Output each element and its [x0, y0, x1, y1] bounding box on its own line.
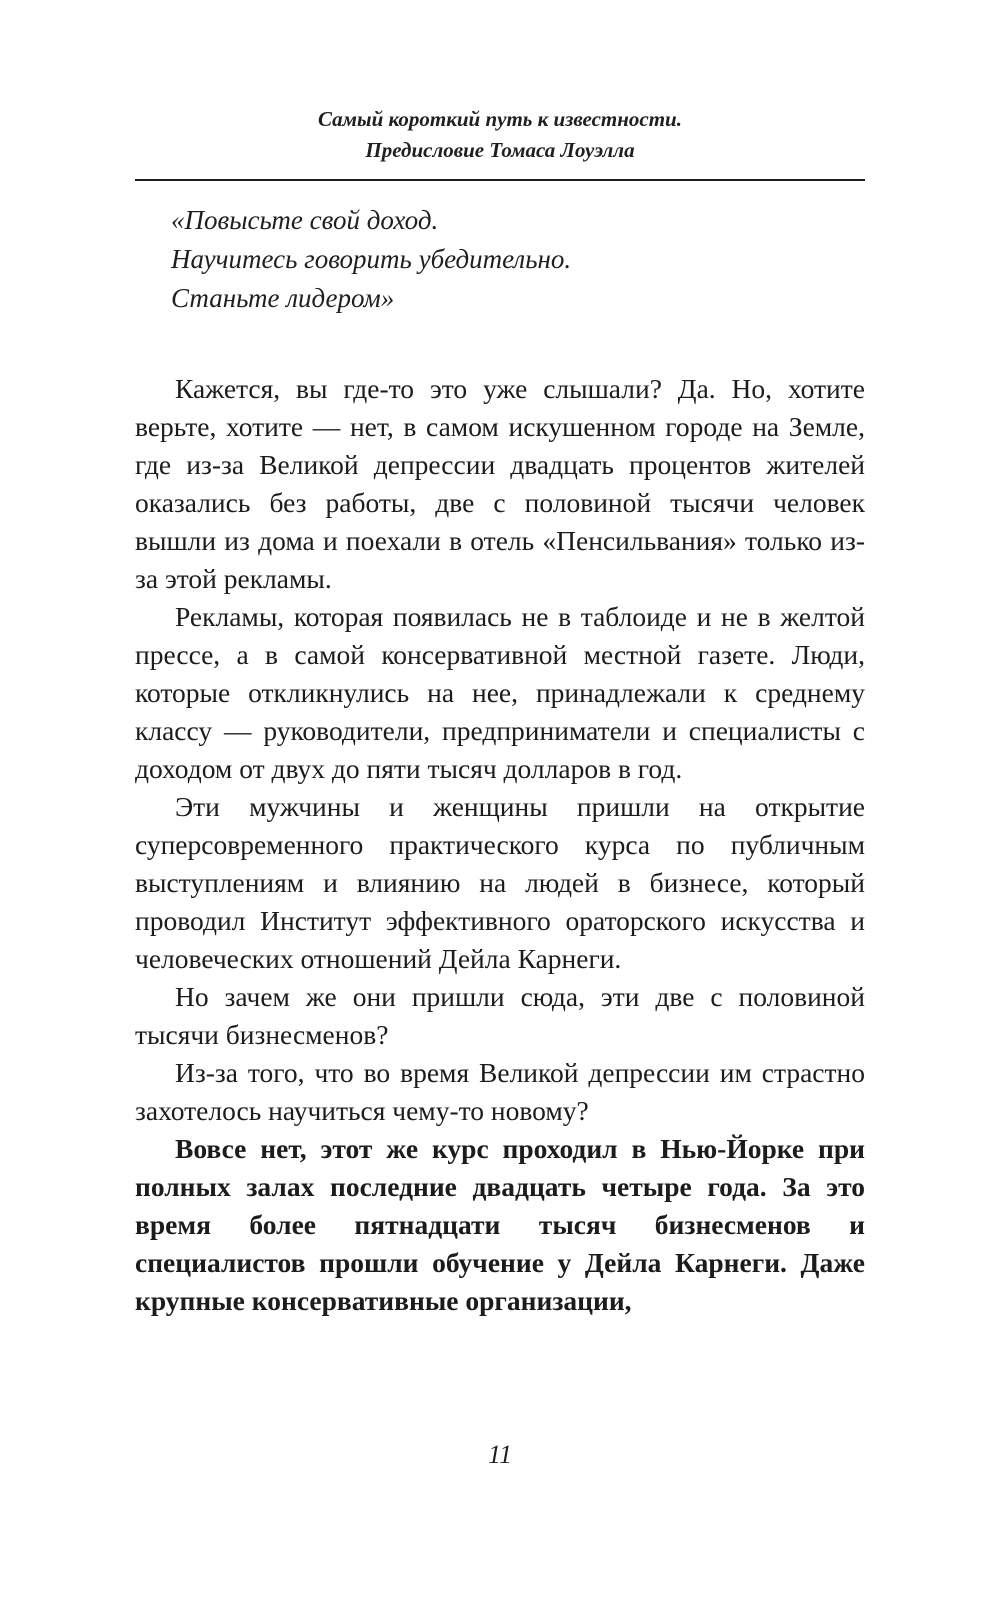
paragraph: Из-за того, что во время Великой депрессии им страстно захотелось научиться чему-то новому? — [135, 1057, 865, 1126]
paragraph: Вовсе нет, этот же курс проходил в Нью-Йорке при полных залах последние двадцать четыре года. За это время более пятнадцати тысяч бизнесменов и специалистов прошли обучение у Дейла Карнеги. Даже крупные консервативные организации, — [135, 1133, 865, 1316]
header-divider — [135, 179, 865, 181]
epigraph-line1: «Повысьте свой доход. — [171, 205, 439, 235]
body-text — [135, 370, 865, 1320]
paragraph: Рекламы, которая появилась не в таблоиде и не в желтой прессе, а в самой консервативной местной газете. Люди, которые откликнулись на нее, принадлежали к среднему классу — руководители, предприниматели и специалисты с доходом от двух до пяти тысяч долларов в год. — [135, 601, 865, 784]
epigraph-line3: Станьте лидером» — [171, 283, 395, 313]
chapter-header-line2: Предисловие Томаса Лоуэлла — [365, 138, 635, 162]
paragraph: Но зачем же они пришли сюда, эти две с половиной тысячи бизнесменов? — [135, 981, 865, 1050]
chapter-header-line1: Самый короткий путь к известности. — [318, 107, 682, 131]
paragraph: Кажется, вы где-то это уже слышали? Да. Но, хотите верьте, хотите — нет, в самом искушенном городе на Земле, где из-за Великой депрессии двадцать процентов жителей оказались без работы, две с половиной тысячи человек вышли из дома и поехали в отель «Пенсильвания» только из-за этой рекламы. — [135, 373, 865, 594]
chapter-header — [135, 104, 865, 166]
epigraph-line2: Научитесь говорить убедительно. — [171, 244, 572, 274]
epigraph — [171, 201, 865, 318]
page-number: 11 — [487, 1440, 513, 1469]
paragraph: Эти мужчины и женщины пришли на открытие суперсовременного практического курса по публичным выступлениям и влиянию на людей в бизнесе, который проводил Институт эффективного ораторского искусства и человеческих отношений Дейла Карнеги. — [135, 791, 865, 974]
